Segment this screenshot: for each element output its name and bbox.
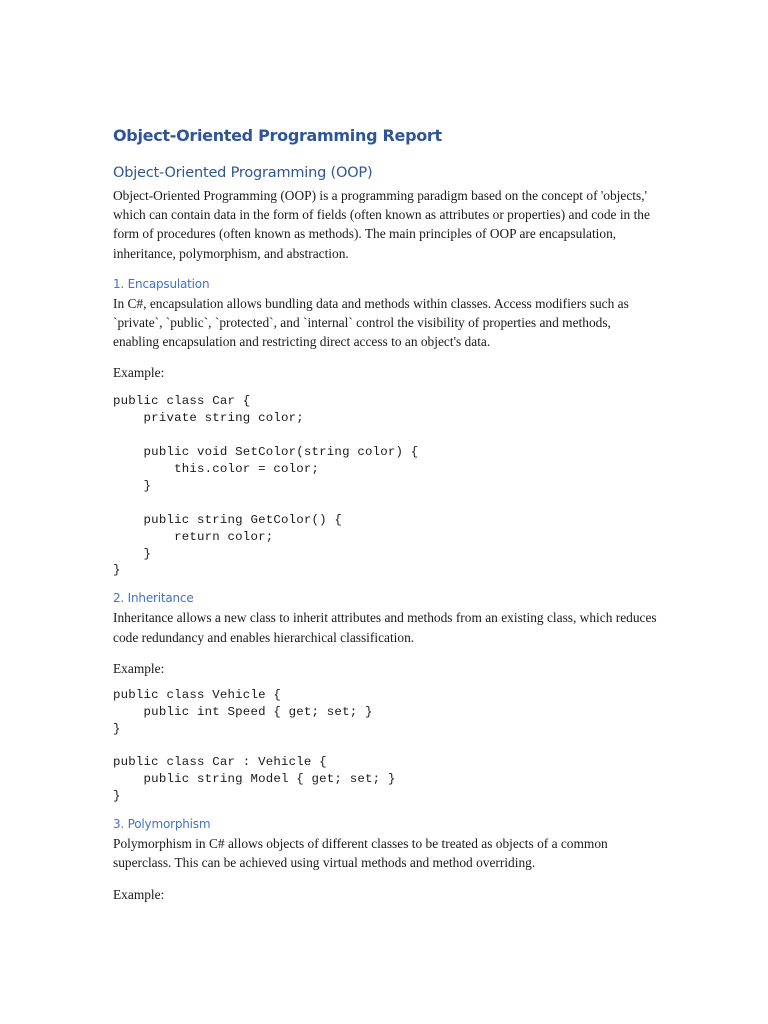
- polymorphism-paragraph: Polymorphism in C# allows objects of different classes to be treated as objects of a common superclass. This can be achieved using virtual methods and method overriding.: [113, 836, 608, 871]
- inheritance-example-label: Example:: [113, 660, 165, 676]
- encapsulation-code-block: public class Car { private string color; public void SetColor(string color) { this.color = color; } public string GetColor() { return color; } }: [113, 394, 419, 578]
- inheritance-paragraph: Inheritance allows a new class to inherit attributes and methods from an existing class, which reduces code redundancy and enables hierarchical classification.: [113, 610, 657, 645]
- inheritance-code-block: public class Vehicle { public int Speed { get; set; } } public class Car : Vehicle { public string Model { get; set; } }: [113, 687, 396, 804]
- encapsulation-example-label: Example:: [113, 365, 165, 381]
- polymorphism-example-label: Example:: [113, 886, 165, 902]
- document-page: [113, 124, 658, 904]
- document-title: Object-Oriented Programming Report: [113, 126, 442, 145]
- encapsulation-paragraph: In C#, encapsulation allows bundling data and methods within classes. Access modifiers such as `private`, `public`, `protected`, and `internal` control the visibility of properties and methods, enabling encapsulation and restricting direct access to an object's data.: [113, 295, 629, 350]
- intro-paragraph: Object-Oriented Programming (OOP) is a programming paradigm based on the concept of 'objects,' which can contain data in the form of fields (often known as attributes or properties) and code in the form of procedures (often known as methods). The main principles of OOP are encapsulation, inheritance, polymorphism, and abstraction.: [113, 188, 650, 261]
- section-heading-inheritance: 2. Inheritance: [113, 591, 194, 606]
- section-heading-oop: Object-Oriented Programming (OOP): [113, 165, 373, 181]
- section-heading-encapsulation: 1. Encapsulation: [113, 276, 210, 291]
- section-heading-polymorphism: 3. Polymorphism: [113, 817, 211, 832]
